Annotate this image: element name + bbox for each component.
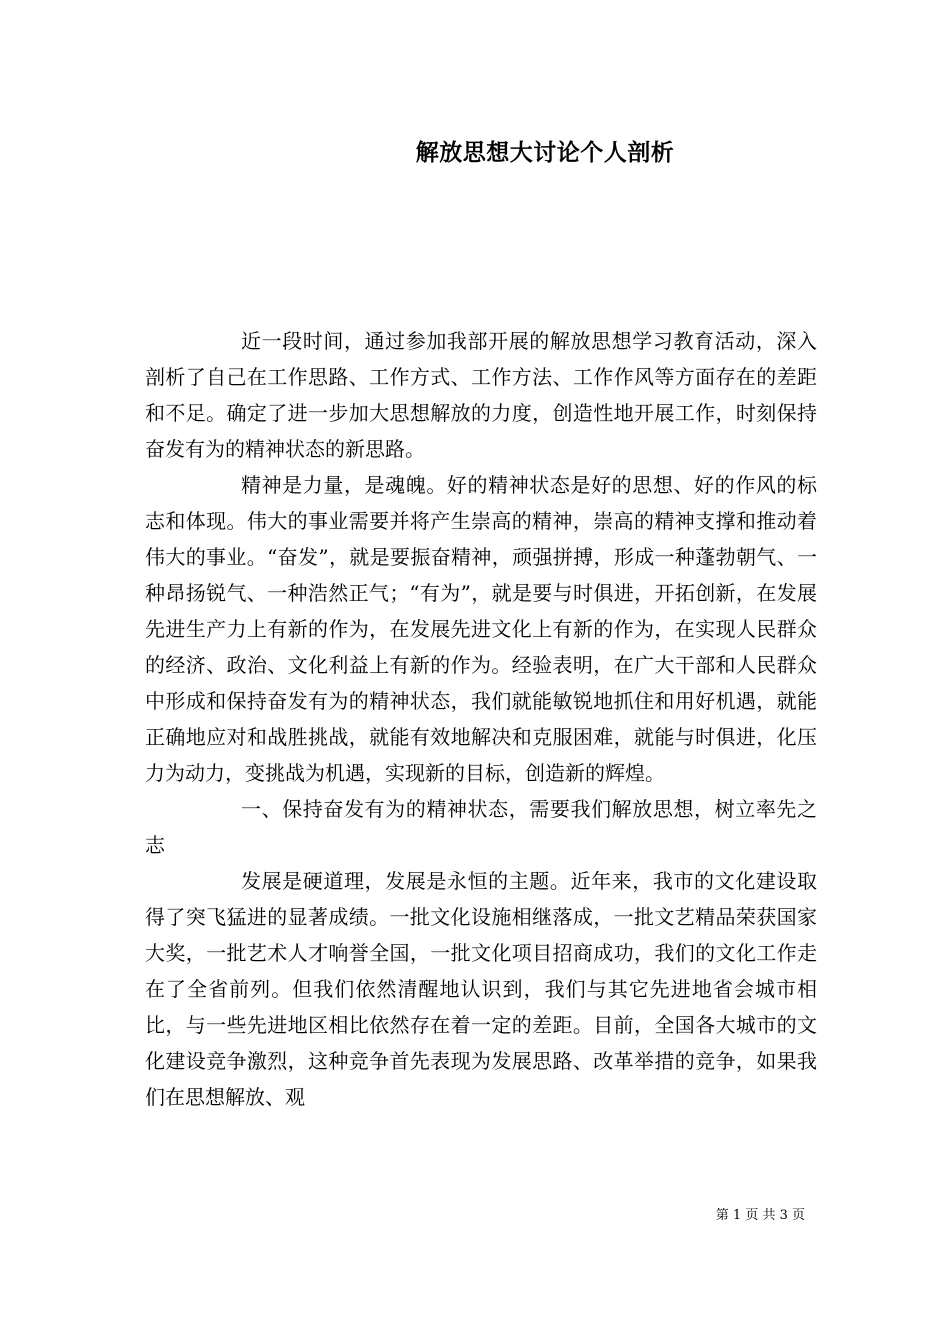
paragraph-intro: 近一段时间，通过参加我部开展的解放思想学习教育活动，深入剖析了自己在工作思路、工作方式、工作方法、工作作风等方面存在的差距和不足。确定了进一步加大思想解放的力度，创造性地开展工作，时刻保持奋发有为的精神状态的新思路。 — [145, 329, 817, 461]
paragraph-development: 发展是硬道理，发展是永恒的主题。近年来，我市的文化建设取得了突飞猛进的显著成绩。一批文化设施相继落成，一批文艺精品荣获国家大奖，一批艺术人才响誉全国，一批文化项目招商成功，我们的文化工作走在了全省前列。但我们依然清醒地认识到，我们与其它先进地省会城市相比，与一些先进地区相比依然存在着一定的差距。目前，全国各大城市的文化建设竞争激烈，这种竞争首先表现为发展思路、改革举措的竞争，如果我们在思想解放、观 — [145, 869, 817, 1109]
document-body — [145, 323, 817, 1115]
section-heading-one: 一、保持奋发有为的精神状态，需要我们解放思想，树立率先之志 — [145, 797, 817, 857]
paragraph-spirit: 精神是力量，是魂魄。好的精神状态是好的思想、好的作风的标志和体现。伟大的事业需要并将产生崇高的精神，崇高的精神支撑和推动着伟大的事业。“奋发”，就是要振奋精神，顽强拼搏，形成一种蓬勃朝气、一种昂扬锐气、一种浩然正气；“有为”，就是要与时俱进，开拓创新，在发展先进生产力上有新的作为，在发展先进文化上有新的作为，在实现人民群众的经济、政治、文化利益上有新的作为。经验表明，在广大干部和人民群众中形成和保持奋发有为的精神状态，我们就能敏锐地抓住和用好机遇，就能正确地应对和战胜挑战，就能有效地解决和克服困难，就能与时俱进，化压力为动力，变挑战为机遇，实现新的目标，创造新的辉煌。 — [145, 473, 817, 785]
page-number-footer: 第 1 页 共 3 页 — [715, 1208, 805, 1223]
document-title: 解放思想大讨论个人剖析 — [415, 139, 675, 166]
